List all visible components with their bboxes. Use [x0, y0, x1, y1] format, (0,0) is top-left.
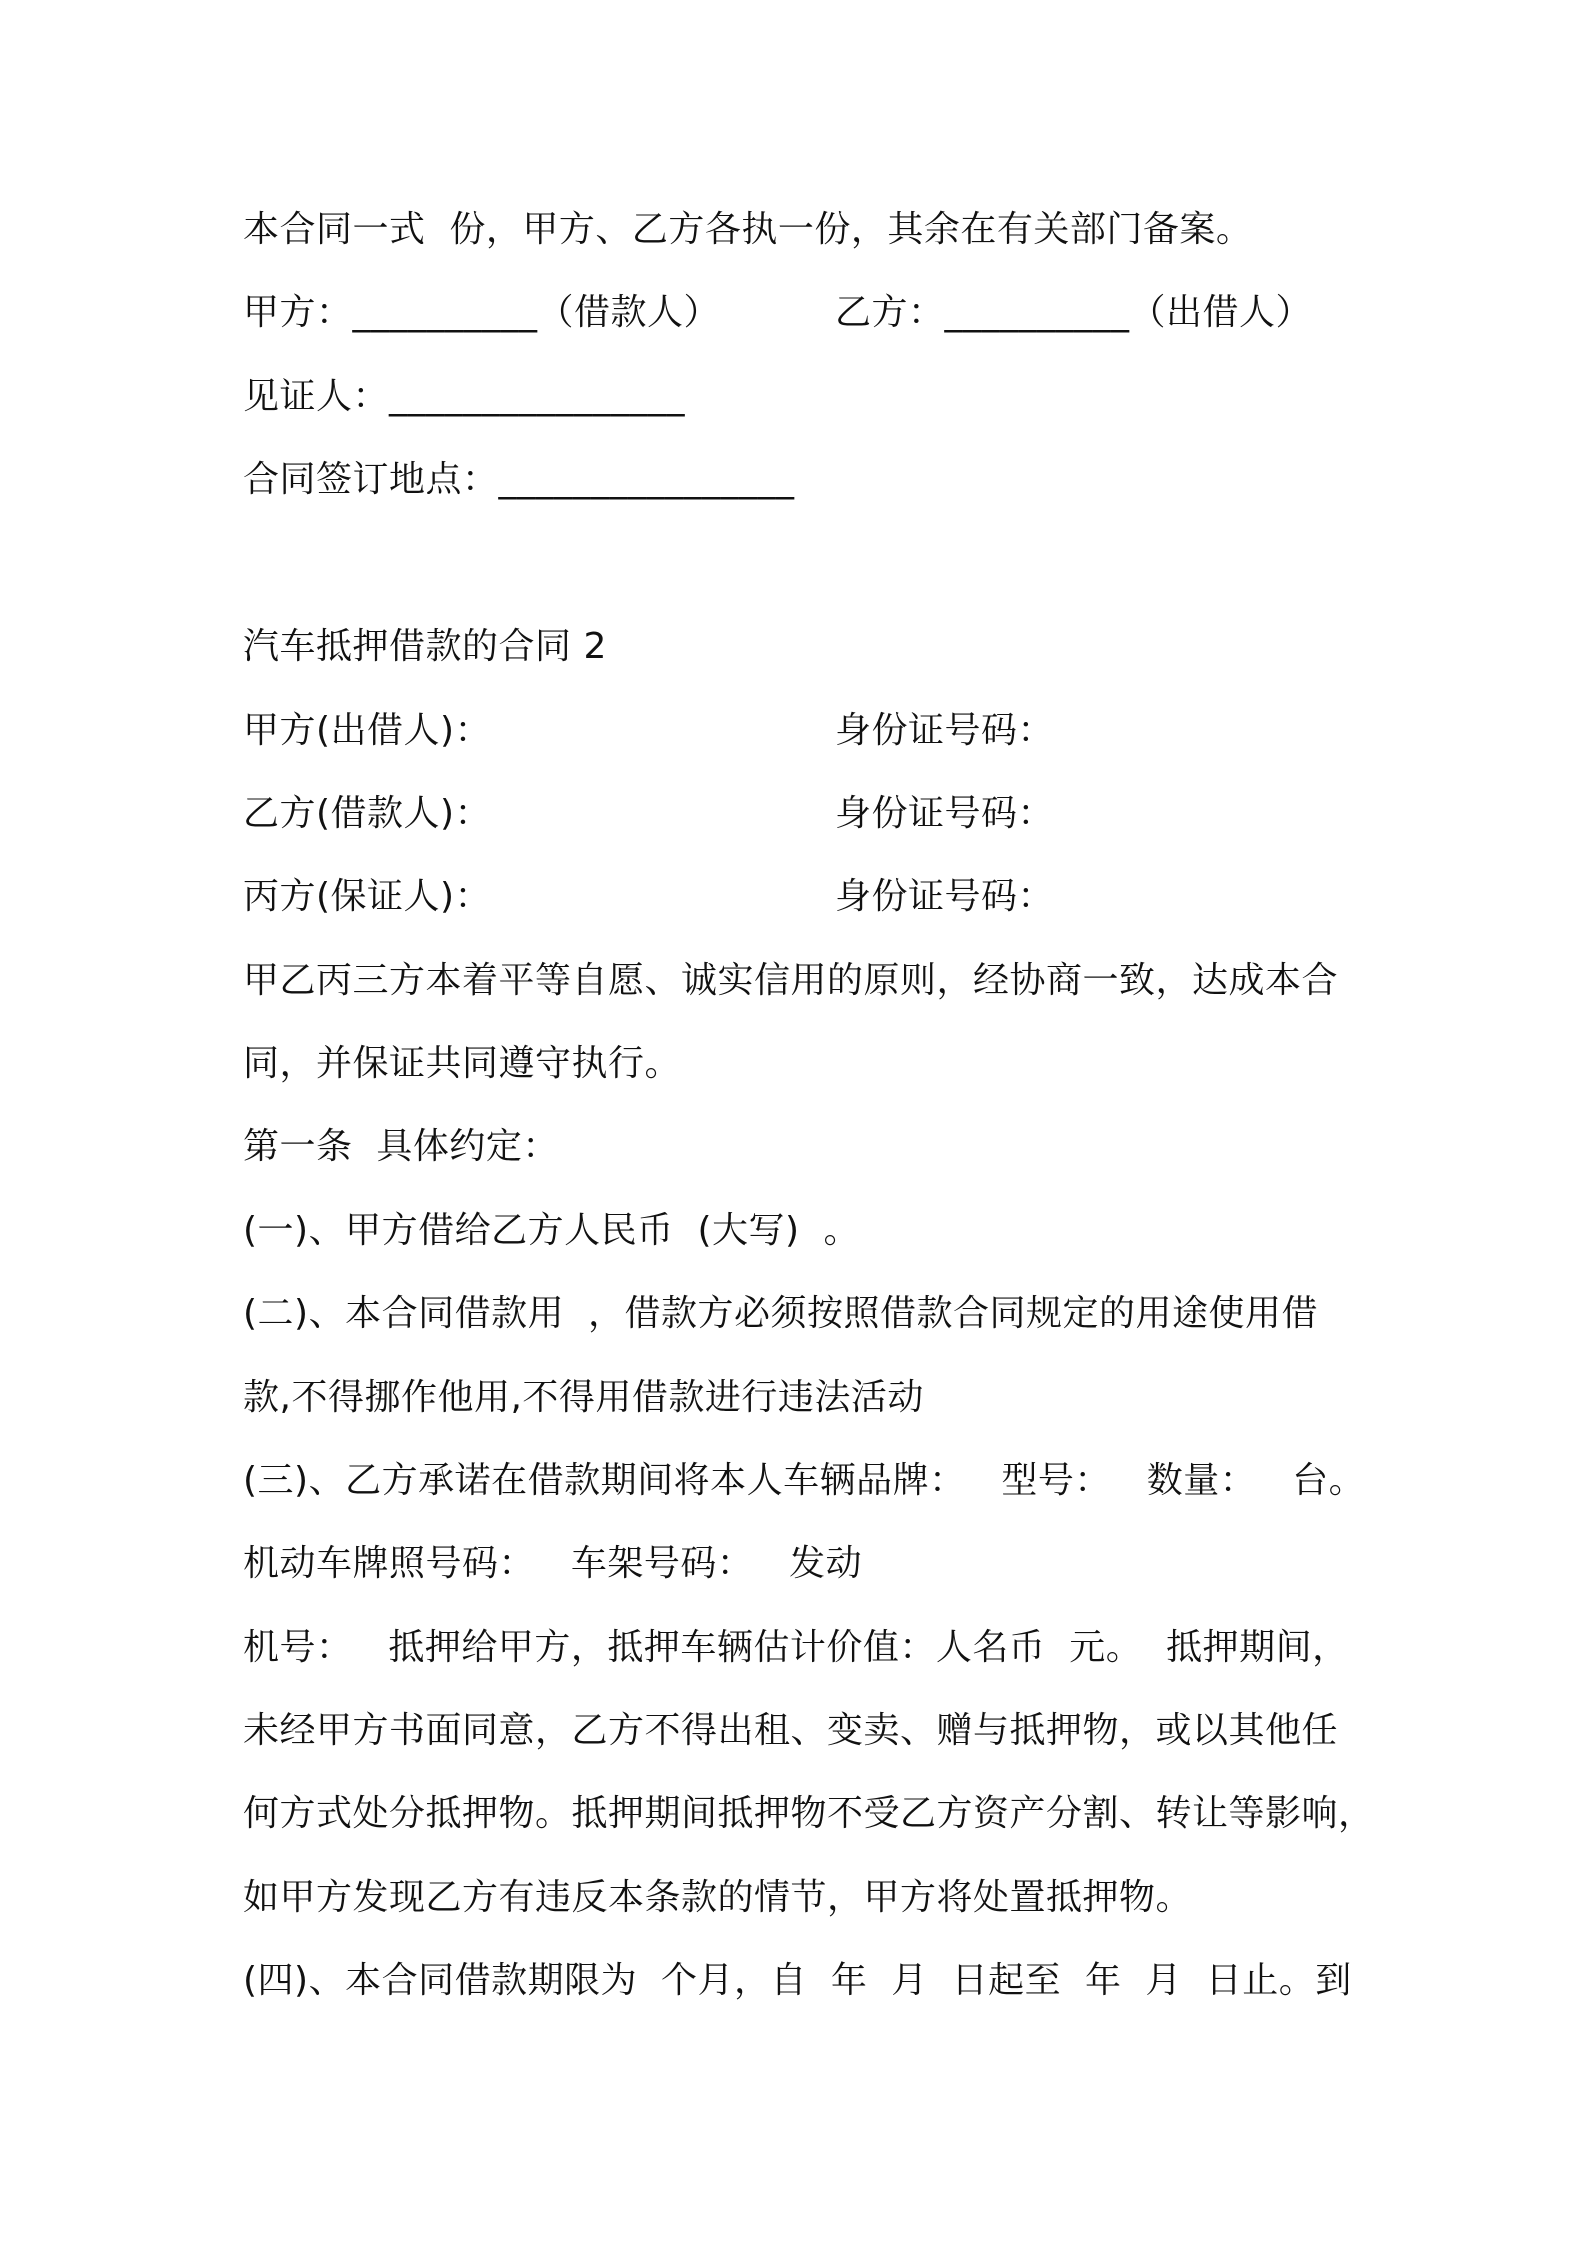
clause-2-line-1: (二)、本合同借款用 ，借款方必须按照借款合同规定的用途使用借 [243, 1293, 1318, 1334]
copies-clause: 本合同一式 份，甲方、乙方各执一份，其余在有关部门备案。 [243, 209, 1253, 250]
party-b-signature-line: 乙方：__________（出借人） [835, 292, 1313, 333]
party-c-label: 丙方(保证人)： [243, 876, 492, 917]
clause-2-line-2: 款,不得挪作他用,不得用借款进行违法活动 [243, 1377, 924, 1418]
party-a-signature-line: 甲方：__________（借款人） [243, 292, 721, 333]
party-b-label: 乙方(借款人)： [243, 793, 492, 834]
article-1-heading: 第一条 具体约定： [243, 1126, 559, 1167]
witness-line: 见证人：________________ [243, 376, 686, 417]
party-a-label: 甲方(出借人)： [243, 710, 492, 751]
clause-3-line-2: 机动车牌照号码： 车架号码： 发动 [243, 1543, 863, 1584]
party-c-id-label: 身份证号码： [835, 876, 1055, 917]
clause-1: (一)、甲方借给乙方人民币 (大写) 。 [243, 1210, 860, 1251]
clause-4-line-1: (四)、本合同借款期限为 个月，自 年 月 日起至 年 月 日止。到 [243, 1960, 1352, 2001]
clause-3-line-1: (三)、乙方承诺在借款期间将本人车辆品牌： 型号： 数量： 台。 [243, 1460, 1366, 1501]
preamble-line-2: 同，并保证共同遵守执行。 [243, 1043, 682, 1084]
clause-3-line-5: 何方式处分抵押物。抵押期间抵押物不受乙方资产分割、转让等影响， [243, 1793, 1375, 1834]
party-b-id-label: 身份证号码： [835, 793, 1055, 834]
party-a-id-label: 身份证号码： [835, 710, 1055, 751]
clause-3-line-3: 机号： 抵押给甲方，抵押车辆估计价值：人名币 元。 抵押期间， [243, 1627, 1349, 1668]
contract-title: 汽车抵押借款的合同 2 [243, 626, 607, 667]
preamble-line-1: 甲乙丙三方本着平等自愿、诚实信用的原则，经协商一致，达成本合 [243, 960, 1339, 1001]
clause-3-line-6: 如甲方发现乙方有违反本条款的情节，甲方将处置抵押物。 [243, 1877, 1193, 1918]
signing-place-line: 合同签订地点：________________ [243, 459, 795, 500]
clause-3-line-4: 未经甲方书面同意，乙方不得出租、变卖、赠与抵押物，或以其他任 [243, 1710, 1339, 1751]
